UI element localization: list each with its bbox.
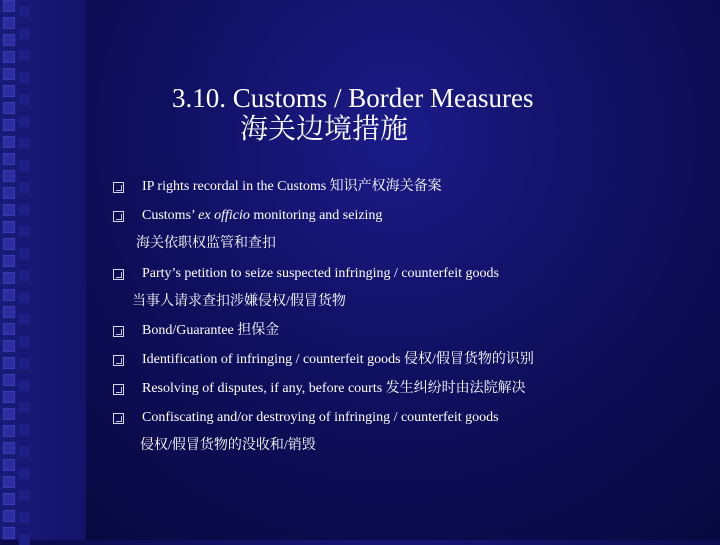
decorative-square: [3, 136, 15, 148]
decorative-square: [3, 34, 15, 46]
decorative-square: [3, 459, 15, 471]
decorative-square: [19, 138, 30, 149]
decorative-square: [19, 292, 30, 303]
decorative-square: [3, 425, 15, 437]
bullet-text: Party’s petition to seize suspected infringing / counterfeit goods: [142, 266, 499, 281]
decorative-square: [19, 226, 30, 237]
decorative-square: [3, 527, 15, 539]
square-bullet-icon: [113, 384, 124, 395]
decorative-square: [19, 248, 30, 259]
decorative-square: [3, 289, 15, 301]
square-bullet-icon: [113, 326, 124, 337]
decorative-square: [3, 153, 15, 165]
bullet-text: Confiscating and/or destroying of infringing / counterfeit goods: [142, 410, 499, 425]
slide-title: [172, 82, 692, 146]
decorative-square: [3, 476, 15, 488]
bullet-text-part: Customs’: [142, 208, 199, 223]
bullet-continuation: 当事人请求查扣涉嫌侵权/假冒货物: [132, 294, 346, 309]
decorative-square: [3, 17, 15, 29]
decorative-square: [3, 187, 15, 199]
square-bullet-icon: [113, 269, 124, 280]
decorative-square: [3, 221, 15, 233]
decorative-square: [3, 493, 15, 505]
bullet-text: [142, 207, 382, 225]
title-english: 3.10. Customs / Border Measures: [172, 83, 534, 113]
decorative-square: [19, 204, 30, 215]
decorative-square: [19, 50, 30, 61]
bullet-continuation: 侵权/假冒货物的没收和/销毁: [140, 438, 316, 453]
decorative-square: [19, 336, 30, 347]
decorative-square: [19, 314, 30, 325]
decorative-square: [19, 490, 30, 501]
square-bullet-icon: [113, 413, 124, 424]
decorative-square: [3, 374, 15, 386]
decorative-square: [19, 512, 30, 523]
decorative-square: [3, 272, 15, 284]
decorative-squares-inner: [19, 0, 35, 540]
decorative-square: [3, 51, 15, 63]
square-bullet-icon: [113, 182, 124, 193]
decorative-square: [19, 358, 30, 369]
bullet-text: IP rights recordal in the Customs 知识产权海关备案: [142, 179, 442, 194]
decorative-square: [19, 380, 30, 391]
decorative-square: [3, 68, 15, 80]
square-bullet-icon: [113, 355, 124, 366]
decorative-square: [19, 424, 30, 435]
decorative-square: [3, 119, 15, 131]
decorative-square: [3, 204, 15, 216]
bullet-text-part: monitoring and seizing: [249, 208, 383, 223]
title-chinese: 海关边境措施: [240, 114, 409, 145]
decorative-square: [19, 446, 30, 457]
decorative-square: [19, 6, 30, 17]
bullet-text: Resolving of disputes, if any, before courts 发生纠纷时由法院解决: [142, 381, 526, 396]
decorative-square: [19, 270, 30, 281]
decorative-square: [3, 391, 15, 403]
decorative-square: [3, 408, 15, 420]
decorative-square: [3, 340, 15, 352]
decorative-square: [19, 94, 30, 105]
decorative-square: [3, 357, 15, 369]
decorative-square: [3, 442, 15, 454]
decorative-square: [19, 116, 30, 127]
decorative-square: [19, 160, 30, 171]
decorative-square: [3, 0, 15, 12]
bullet-continuation: 海关依职权监管和查扣: [136, 236, 276, 251]
bullet-text-italic: ex officio: [198, 208, 250, 223]
decorative-square: [19, 402, 30, 413]
decorative-squares: [3, 0, 19, 540]
decorative-square: [19, 182, 30, 193]
decorative-square: [3, 85, 15, 97]
decorative-square: [3, 170, 15, 182]
bullet-text: Bond/Guarantee 担保金: [142, 323, 280, 338]
decorative-square: [3, 255, 15, 267]
decorative-square: [3, 323, 15, 335]
decorative-square: [3, 306, 15, 318]
decorative-square: [3, 238, 15, 250]
decorative-square: [19, 72, 30, 83]
decorative-square: [19, 28, 30, 39]
square-bullet-icon: [113, 211, 124, 222]
decorative-square: [3, 102, 15, 114]
decorative-square: [3, 510, 15, 522]
decorative-square: [19, 468, 30, 479]
bullet-text: Identification of infringing / counterfeit goods 侵权/假冒货物的识别: [142, 352, 534, 367]
